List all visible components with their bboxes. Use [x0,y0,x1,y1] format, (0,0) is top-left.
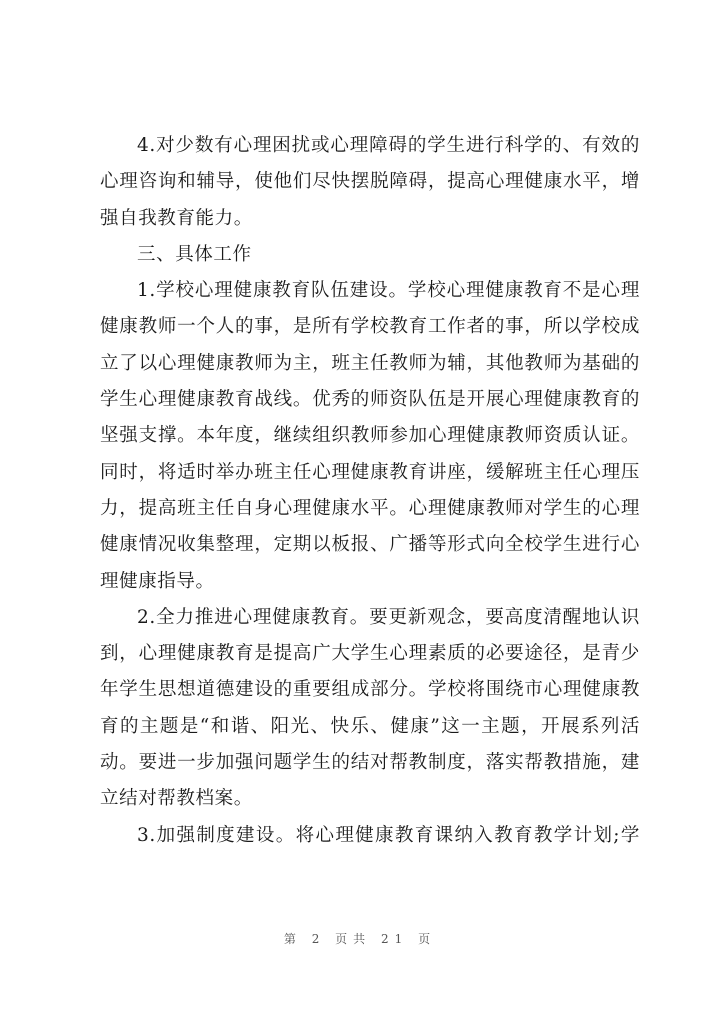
text-line: 健康情况收集整理，定期以板报、广播等形式向全校学生进行心 [100,534,640,556]
text-line: 强自我教育能力。 [100,207,253,229]
paragraph-goal-4 [100,128,640,237]
text-line: 健康教师一个人的事，是所有学校教育工作者的事，所以学校成 [100,316,640,338]
paragraph-item-2 [100,600,640,818]
text-line: 动。要进一步加强问题学生的结对帮教制度，落实帮教措施，建 [100,752,640,774]
page-number-footer: 第 2 页共 21 页 [283,932,437,946]
text-line: 3.加强制度建设。将心理健康教育课纳入教育教学计划;学 [137,824,640,846]
text-line: 立了以心理健康教师为主，班主任教师为辅，其他教师为基础的 [100,352,640,374]
document-body [100,128,640,854]
text-line: 育的主题是“和谐、阳光、快乐、健康”这一主题，开展系列活 [100,715,640,737]
text-line: 坚强支撑。本年度，继续组织教师参加心理健康教师资质认证。 [100,425,640,447]
text-line: 理健康指导。 [100,570,215,592]
text-line: 到，心理健康教育是提高广大学生心理素质的必要途径，是青少 [100,643,640,665]
text-line: 2.全力推进心理健康教育。要更新观念，要高度清醒地认识 [137,606,640,628]
text-line: 心理咨询和辅导，使他们尽快摆脱障碍，提高心理健康水平，增 [100,171,640,193]
paragraph-item-1 [100,273,640,600]
text-line: 学生心理健康教育战线。优秀的师资队伍是开展心理健康教育的 [100,389,640,411]
text-line: 4.对少数有心理困扰或心理障碍的学生进行科学的、有效的 [137,135,640,156]
text-line: 立结对帮教档案。 [100,788,253,810]
paragraph-item-3 [100,818,640,854]
text-line: 1.学校心理健康教育队伍建设。学校心理健康教育不是心理 [137,280,640,302]
text-line: 同时，将适时举办班主任心理健康教育讲座，缓解班主任心理压 [100,461,640,483]
section-heading-text: 三、具体工作 [137,243,252,265]
text-line: 年学生思想道德建设的重要组成部分。学校将围绕市心理健康教 [100,679,640,701]
section-heading [100,237,640,273]
text-line: 力，提高班主任自身心理健康水平。心理健康教师对学生的心理 [100,497,640,519]
